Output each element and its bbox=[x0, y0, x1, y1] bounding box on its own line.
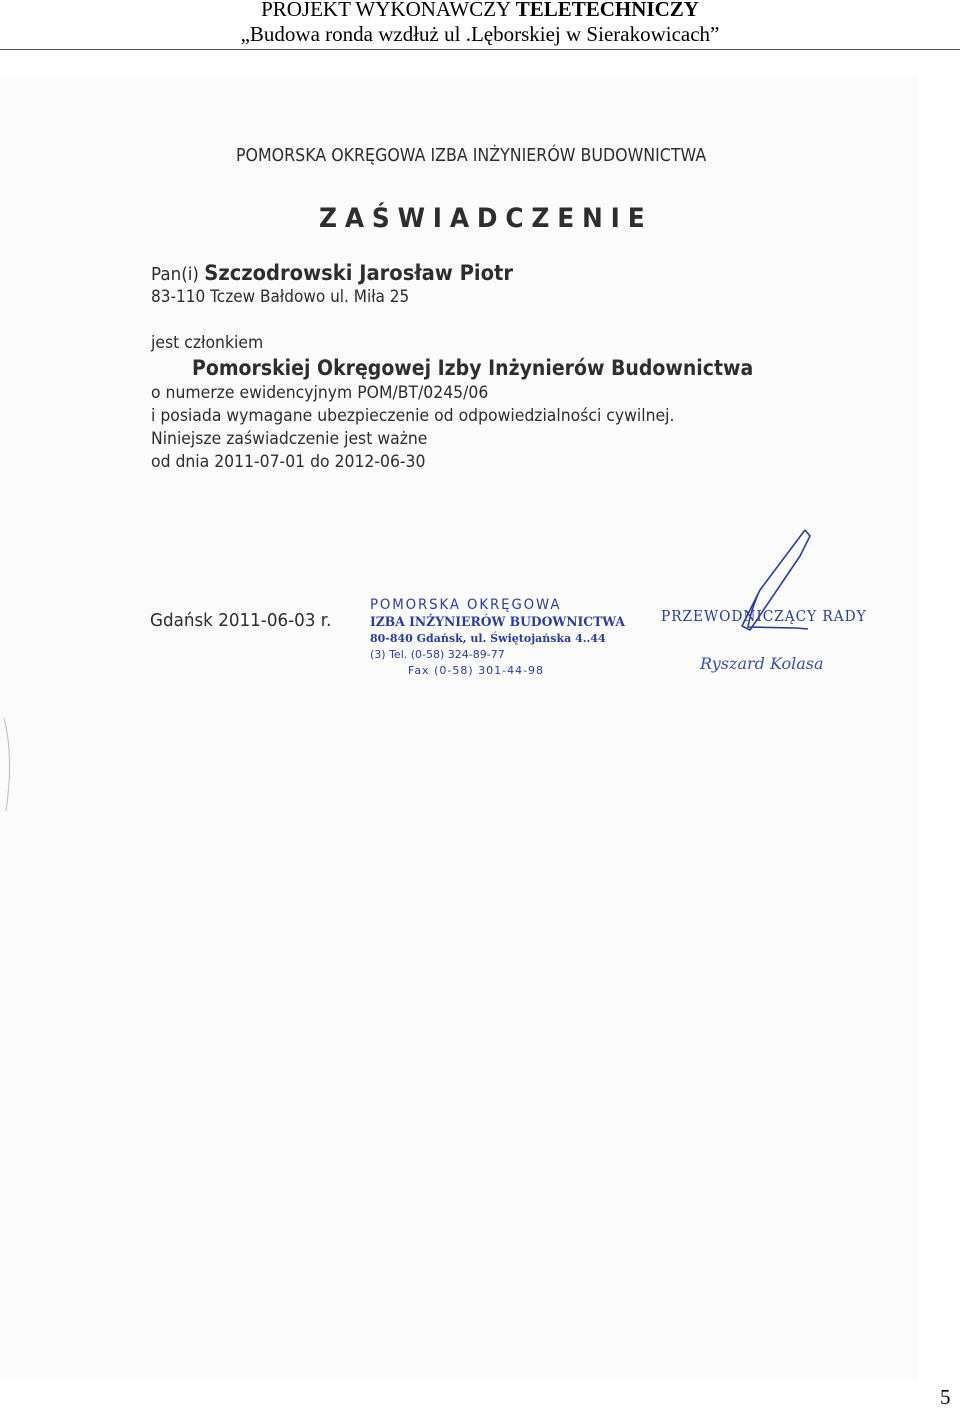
header-project-title bbox=[0, 0, 960, 21]
header-project-type: PROJEKT WYKONAWCZY bbox=[261, 0, 511, 21]
header-divider bbox=[0, 49, 960, 50]
page-number: 5 bbox=[940, 1385, 951, 1409]
header-project-discipline: TELETECHNICZY bbox=[515, 0, 699, 21]
validity-dates: od dnia 2011-07-01 do 2012-06-30 bbox=[151, 452, 426, 472]
stamp-line-4: (3) Tel. (0-58) 324-89-77 bbox=[370, 648, 505, 661]
signatory-name: Ryszard Kolasa bbox=[700, 654, 824, 673]
recipient-salutation: Pan(i) bbox=[151, 264, 199, 285]
stamp-line-5: Fax (0-58) 301-44-98 bbox=[408, 664, 545, 677]
membership-text: jest członkiem bbox=[151, 333, 264, 353]
stamp-line-3: 80-840 Gdańsk, ul. Świętojańska 4..44 bbox=[370, 632, 606, 645]
recipient-address: 83-110 Tczew Bałdowo ul. Miła 25 bbox=[151, 287, 410, 307]
scan-edge-mark bbox=[0, 716, 20, 816]
signatory-role: PRZEWODNICZĄCY RADY bbox=[661, 607, 867, 625]
stamp-line-1: POMORSKA OKRĘGOWA bbox=[370, 597, 562, 613]
chamber-name: Pomorskiej Okręgowej Izby Inżynierów Budownictwa bbox=[192, 356, 754, 380]
certificate-recipient bbox=[151, 261, 513, 285]
validity-statement: Niniejsze zaświadczenie jest ważne bbox=[151, 429, 428, 449]
stamp-line-2: IZBA INŻYNIERÓW BUDOWNICTWA bbox=[370, 615, 625, 630]
recipient-name: Szczodrowski Jarosław Piotr bbox=[204, 261, 514, 285]
registration-number: o numerze ewidencyjnym POM/BT/0245/06 bbox=[151, 383, 489, 403]
certificate-organization: POMORSKA OKRĘGOWA IZBA INŻYNIERÓW BUDOWNICTWA bbox=[236, 145, 707, 166]
header-project-name: „Budowa ronda wzdłuż ul .Lęborskiej w Sierakowicach” bbox=[240, 22, 720, 46]
place-and-date: Gdańsk 2011-06-03 r. bbox=[150, 610, 332, 631]
certificate-title: ZAŚWIADCZENIE bbox=[319, 203, 653, 234]
insurance-statement: i posiada wymagane ubezpieczenie od odpowiedzialności cywilnej. bbox=[151, 406, 675, 426]
